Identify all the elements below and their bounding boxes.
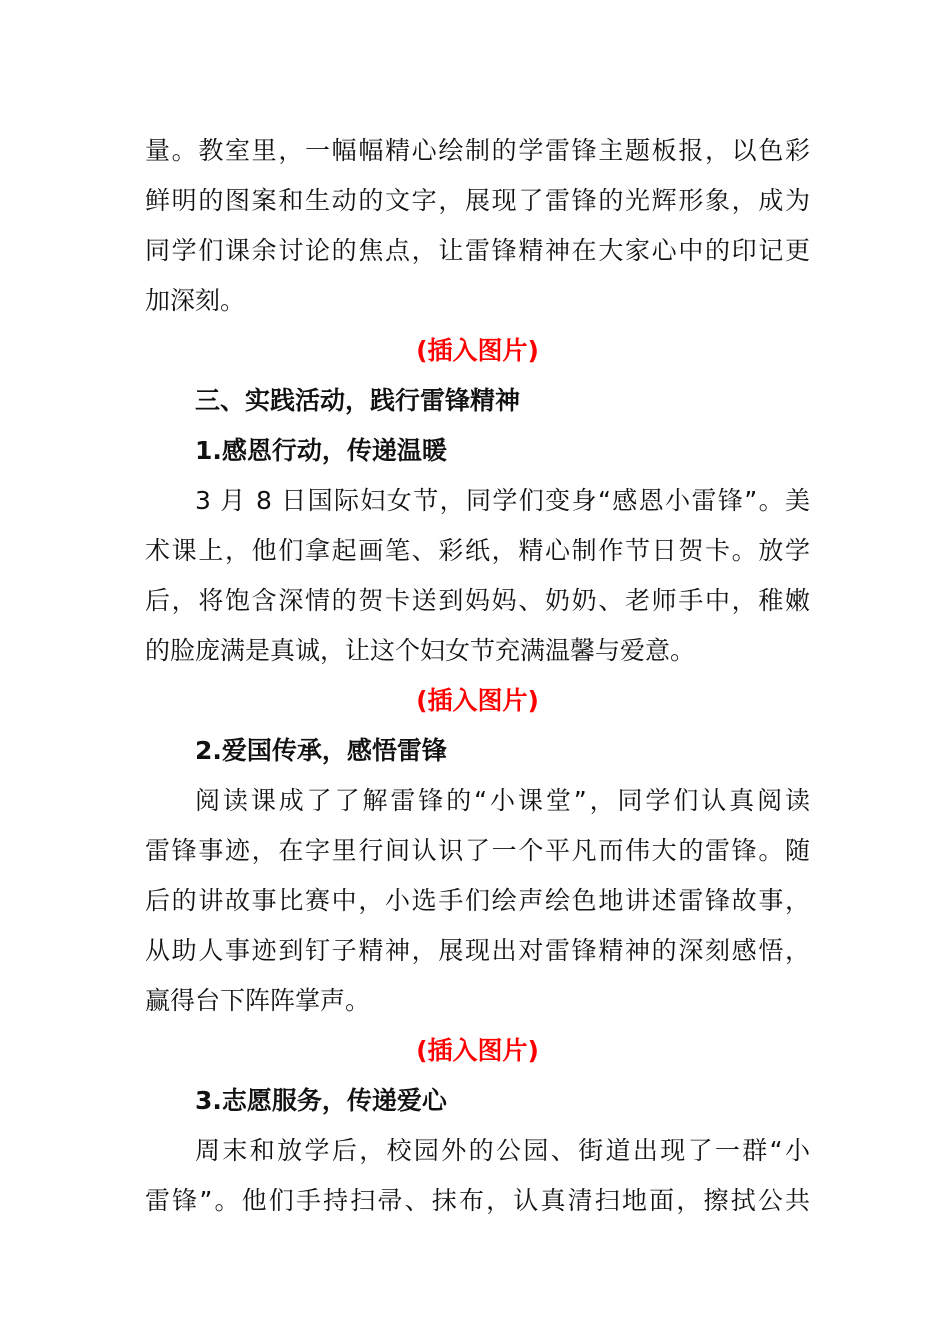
subsection-heading: 1.感恩行动，传递温暖 — [195, 436, 447, 465]
paragraph-line: 同学们课余讨论的焦点，让雷锋精神在大家心中的印记更 — [145, 236, 810, 265]
subsection-heading: 2.爱国传承，感悟雷锋 — [195, 736, 447, 765]
paragraph-line: 阅读课成了了解雷锋的“小课堂”，同学们认真阅读 — [195, 786, 810, 815]
paragraph-line: 鲜明的图案和生动的文字，展现了雷锋的光辉形象，成为 — [145, 186, 810, 215]
section-heading: 三、实践活动，践行雷锋精神 — [195, 386, 521, 415]
paragraph-line: 后，将饱含深情的贺卡送到妈妈、奶奶、老师手中，稚嫩 — [145, 586, 810, 615]
image-placeholder: (插入图片) — [416, 1036, 539, 1065]
paragraph-line: 加深刻。 — [145, 286, 246, 315]
paragraph-line: 雷锋事迹，在字里行间认识了一个平凡而伟大的雷锋。随 — [145, 836, 810, 865]
paragraph-line: 量。教室里，一幅幅精心绘制的学雷锋主题板报，以色彩 — [145, 136, 810, 165]
paragraph-line: 雷锋”。他们手持扫帚、抹布，认真清扫地面，擦拭公共 — [145, 1186, 810, 1215]
paragraph-line: 周末和放学后，校园外的公园、街道出现了一群“小 — [195, 1136, 810, 1165]
document-page — [145, 126, 810, 1226]
subsection-heading: 3.志愿服务，传递爱心 — [195, 1086, 447, 1115]
paragraph-line: 3 月 8 日国际妇女节，同学们变身“感恩小雷锋”。美 — [195, 486, 810, 515]
paragraph-line: 后的讲故事比赛中，小选手们绘声绘色地讲述雷锋故事， — [145, 886, 810, 915]
paragraph-line: 的脸庞满是真诚，让这个妇女节充满温馨与爱意。 — [145, 636, 696, 665]
paragraph-line: 术课上，他们拿起画笔、彩纸，精心制作节日贺卡。放学 — [145, 536, 810, 565]
paragraph-line: 从助人事迹到钉子精神，展现出对雷锋精神的深刻感悟， — [145, 936, 810, 965]
image-placeholder: (插入图片) — [416, 336, 539, 365]
paragraph-line: 赢得台下阵阵掌声。 — [145, 986, 371, 1015]
image-placeholder: (插入图片) — [416, 686, 539, 715]
